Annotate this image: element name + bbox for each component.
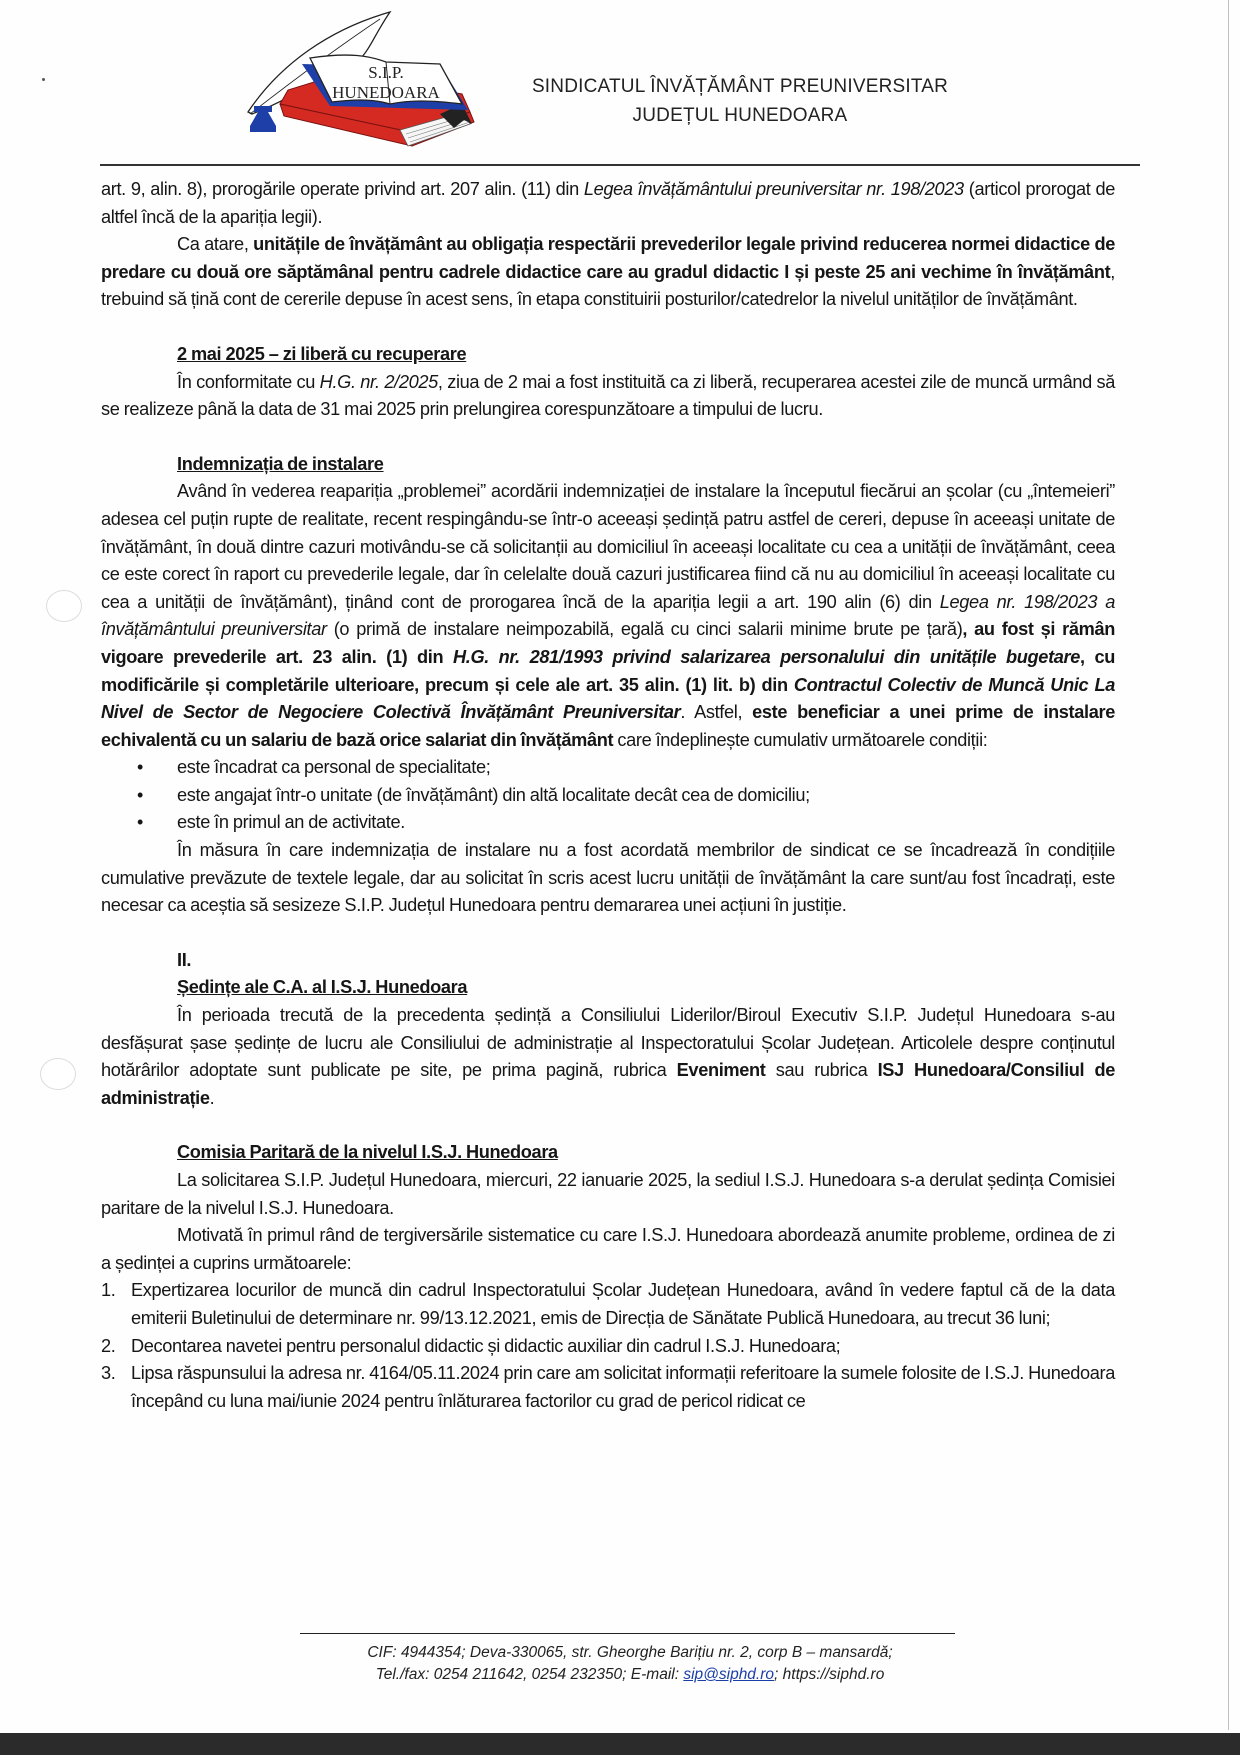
list-item: • este în primul an de activitate. bbox=[101, 809, 1115, 837]
footer-contact bbox=[280, 1642, 980, 1686]
page-edge bbox=[1228, 0, 1229, 1730]
section-heading-may2: 2 mai 2025 – zi liberă cu recuperare bbox=[177, 343, 467, 364]
scan-bottom-edge bbox=[0, 1733, 1240, 1755]
list-item: 3. Lipsa răspunsului la adresa nr. 4164/05.11.2024 prin care am solicitat informații referitoare la sumele folosite de I.S.J. Hunedoara începând cu luna mai/iunie 2024 pentru înlăturarea factorilor cu grad de pericol ridicat ce bbox=[101, 1363, 1115, 1411]
comisia-paragraph-1: La solicitarea S.I.P. Județul Hunedoara, miercuri, 22 ianuarie 2025, la sediul I.S.J. Hunedoara s-a derulat ședința Comisiei paritare de la nivelul I.S.J. Hunedoara. bbox=[101, 1170, 1115, 1218]
organization-name bbox=[500, 72, 980, 130]
punch-hole-mark bbox=[40, 1058, 76, 1090]
list-item: • este încadrat ca personal de specialitate; bbox=[101, 754, 1115, 782]
section-heading-indemnizatie: Indemnizația de instalare bbox=[177, 453, 384, 474]
punch-hole-mark bbox=[46, 590, 82, 622]
may2-paragraph: În conformitate cu H.G. nr. 2/2025, ziua de 2 mai a fost instituită ca zi liberă, recuperarea acestei zile de muncă urmând să se realizeze până la data de 31 mai 2025 prin prelungirea corespunzătoare a timpului de lucru. bbox=[101, 371, 1115, 420]
intro-paragraph: art. 9, alin. 8), prorogările operate privind art. 207 alin. (11) din Legea învățământului preuniversitar nr. 198/2023 (articol prorogat de altfel încă de la apariția legii). bbox=[101, 179, 1115, 227]
ca-meetings-paragraph: În perioada trecută de la precedenta ședință a Consiliului Liderilor/Biroul Executiv S.I.P. Județul Hunedoara s-au desfășurat șase ședințe de lucru ale Consiliului de administrație al Inspectoratului Școlar Județean. Articolele despre conținutul hotărârilor adoptate sunt publicate pe site, pe prima pagină, rubrica Eveniment sau rubrica ISJ Hunedoara/Consiliul de administrație. bbox=[101, 1005, 1115, 1108]
comisia-paragraph-2: Motivată în primul rând de tergiversările sistematice cu care I.S.J. Hunedoara abordează anumite probleme, ordinea de zi a ședinței a cuprins următoarele: bbox=[101, 1225, 1115, 1273]
list-item: • este angajat într-o unitate (de învățământ) din altă localitate decât cea de domiciliu; bbox=[101, 782, 1115, 810]
org-name-line1: SINDICATUL ÎNVĂȚĂMÂNT PREUNIVERSITAR bbox=[531, 76, 949, 97]
email-link[interactable]: sip@siphd.ro bbox=[683, 1666, 775, 1683]
list-item: 1. Expertizarea locurilor de muncă din cadrul Inspectoratului Școlar Județean Hunedoara, având în vedere faptul că de la data emiterii Buletinului de determinare nr. 99/13.12.2021, emis de Direcția de Sănătate Publică Hunedoara, au trecut 36 luni; bbox=[101, 1280, 1115, 1328]
scan-speck bbox=[42, 78, 45, 81]
footer-divider bbox=[300, 1633, 955, 1634]
indemnizatie-action-paragraph: În măsura în care indemnizația de instalare nu a fost acordată membrilor de sindicat ce se încadrează în condițiile cumulative prevăzute de textele legale, dar au solicitat în scris acest lucru unității de învățământ la care sunt/au fost încadrați, este necesar ca aceștia să sesizeze S.I.P. Județul Hunedoara pentru demararea unei acțiuni în justiție. bbox=[101, 840, 1115, 916]
footer-phone-email: Tel./fax: 0254 211642, 0254 232350; E-mail: sip@siphd.ro; https://siphd.ro bbox=[375, 1666, 885, 1683]
indemnizatie-paragraph: Având în vederea reapariția „problemei” acordării indemnizației de instalare la începutul fiecărui an școlar (cu „întemeieri” adesea cel puțin rupte de realitate, recent respingându-se într-o aceeași ședință patru astfel de cereri, depuse în aceeași unitate de învățământ, în două dintre cazuri motivându-se că solicitanții au domiciliul în aceeași localitate cu cea a unității de învățământ, ceea ce este corect în raport cu prevederile legale, dar în celelalte două cazuri justificarea fiind că nu au domiciliul în aceeași localitate cu cea a unității de învățământ), ținând cont de prorogarea încă de la apariția legii a art. 190 alin (6) din Legea nr. 198/2023 a învățământului preuniversitar (o primă de instalare neimpozabilă, egală cu cinci salarii minime brute pe țară), au fost și rămân vigoare prevederile art. 23 alin. (1) din H.G. nr. 281/1993 privind salarizarea personalului din unitățile bugetare, cu modificările și completările ulterioare, precum și cele ale art. 35 alin. (1) lit. b) din Contractul Colectiv de Muncă Unic La Nivel de Sector de Negociere Colectivă Învățământ Preuniversitar. Astfel, este beneficiar a unei prime de instalare echivalentă cu un salariu de bază orice salariat din învățământ care îndeplinește cumulativ următoarele condiții: bbox=[101, 481, 1115, 750]
intro-conclusion-paragraph: Ca atare, unitățile de învățământ au obligația respectării prevederilor legale privind reducerea normei didactice de predare cu două ore săptămânal pentru cadrele didactice care au gradul didactic I și peste 25 ani vechime în învățământ, trebuind să țină cont de cererile depuse în acest sens, în etapa constituirii posturilor/catedrelor la nivelul unităților de învățământ. bbox=[101, 234, 1115, 310]
header-divider bbox=[100, 164, 1140, 166]
sip-hunedoara-logo-icon bbox=[240, 4, 500, 154]
footer-address: CIF: 4944354; Deva-330065, str. Gheorghe Barițiu nr. 2, corp B – mansardă; bbox=[367, 1644, 893, 1661]
section-heading-ca-meetings: Ședințe ale C.A. al I.S.J. Hunedoara bbox=[177, 977, 468, 998]
conditions-list bbox=[101, 754, 1115, 837]
logo-text-sip: S.I.P. bbox=[368, 63, 404, 82]
list-item: 2. Decontarea navetei pentru personalul didactic și didactic auxiliar din cadrul I.S.J. Hunedoara; bbox=[101, 1335, 841, 1356]
document-body bbox=[101, 176, 1115, 1415]
section-heading-comisia: Comisia Paritară de la nivelul I.S.J. Hunedoara bbox=[177, 1142, 558, 1163]
logo-text-hunedoara: HUNEDOARA bbox=[332, 83, 440, 102]
org-name-line2: JUDEȚUL HUNEDOARA bbox=[632, 105, 848, 126]
section-number-ii: II. bbox=[177, 949, 192, 970]
agenda-list bbox=[101, 1277, 1115, 1415]
